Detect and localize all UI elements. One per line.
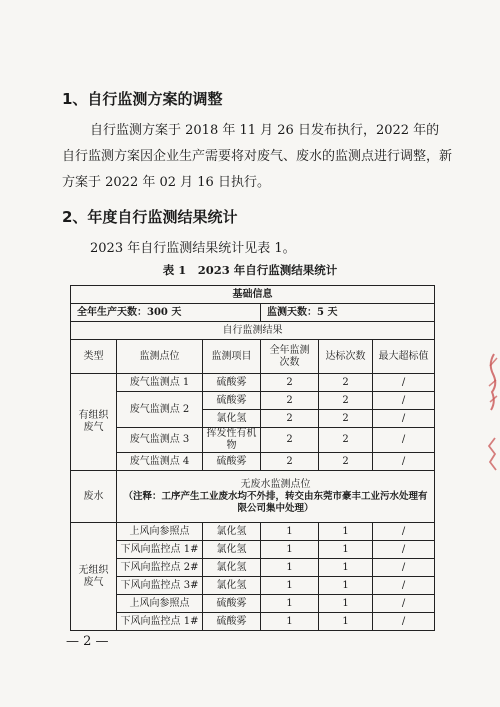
table-cell-point: 废气监测点 2 [117,392,203,428]
seal-mark-icon [484,352,500,412]
table-cell-max: / [373,559,435,577]
table-cell-count: 1 [261,523,319,541]
section-1-title: 1、自行监测方案的调整 [62,90,223,108]
col-header-count-line1: 全年监测 [269,344,310,356]
table-cell-compliant: 1 [319,523,373,541]
seal-mark-icon [484,436,500,472]
unorganized-label-line1: 无组织 [78,564,109,576]
table-cell-max: / [373,428,435,453]
seal-stamp-fragment [484,352,500,415]
table-cell-max: / [373,577,435,595]
unorganized-label-line2: 废气 [83,576,104,588]
table-cell-max: / [373,374,435,392]
table-cell-point: 废气监测点 3 [117,428,203,453]
wastewater-note-line2: （注释：工序产生工业废水均不外排，转交由东莞市豪丰工业污水处理有限公司集中处理） [123,490,428,514]
table-cell-point: 下风向监控点 1# [117,613,203,631]
table-cell-max: / [373,410,435,428]
table-cell-compliant: 2 [319,392,373,410]
table-cell-max: / [373,541,435,559]
table-cell-count: 2 [261,453,319,471]
results-header: 自行监测结果 [71,322,435,340]
table-cell-point: 下风向监控点 3# [117,577,203,595]
col-header-point: 监测点位 [117,340,203,374]
organized-label-line1: 有组织 [78,410,109,421]
table-cell-compliant: 2 [319,374,373,392]
table-cell-compliant: 2 [319,453,373,471]
table-cell-item: 硫酸雾 [203,374,261,392]
col-header-type: 类型 [71,340,117,374]
table-cell-item: 氯化氢 [203,410,261,428]
table-cell-count: 1 [261,541,319,559]
basic-info-header: 基础信息 [71,286,435,304]
table-cell-count: 1 [261,613,319,631]
organized-label-line2: 废气 [83,422,104,433]
type-unorganized-exhaust [71,523,117,631]
table-cell-compliant: 1 [319,541,373,559]
table-cell-compliant: 1 [319,577,373,595]
table-cell-point: 上风向参照点 [117,523,203,541]
table-cell-count: 2 [261,428,319,453]
table-cell-max: / [373,595,435,613]
col-header-max: 最大超标值 [373,340,435,374]
col-header-count [261,340,319,374]
table-cell-point: 下风向监控点 2# [117,559,203,577]
col-header-compliant: 达标次数 [319,340,373,374]
wastewater-note-line1: 无废水监测点位 [240,478,311,490]
type-wastewater: 废水 [71,471,117,523]
section-1-paragraph: 自行监测方案于 2018 年 11 月 26 日发布执行，2022 年的自行监测方案因企业生产需要将对废气、废水的监测点进行调整，新方案于 2022 年 02 月 16 日执行。 [62,123,453,190]
table-cell-point: 废气监测点 4 [117,453,203,471]
table-cell-count: 2 [261,410,319,428]
table-cell-max: / [373,523,435,541]
table-cell-item: 氯化氢 [203,559,261,577]
type-organized-exhaust [71,374,117,471]
table-caption: 表 1 2023 年自行监测结果统计 [162,263,338,277]
table-cell-compliant: 2 [319,410,373,428]
section-2-intro: 2023 年自行监测结果统计见表 1。 [90,241,296,256]
page-number: — 2 — [66,634,109,649]
table-cell-compliant: 2 [319,428,373,453]
monitoring-results-table [70,285,435,631]
table-cell-item: 挥发性有机物 [203,428,261,453]
table-cell-point: 上风向参照点 [117,595,203,613]
table-cell-item: 硫酸雾 [203,392,261,410]
table-cell-max: / [373,453,435,471]
table-cell-item: 硫酸雾 [203,453,261,471]
table-cell-compliant: 1 [319,613,373,631]
table-cell-count: 1 [261,595,319,613]
section-2-title: 2、年度自行监测结果统计 [62,208,238,226]
col-header-item: 监测项目 [203,340,261,374]
table-cell-point: 下风向监控点 1# [117,541,203,559]
seal-stamp-fragment-lower [484,436,500,475]
table-cell-compliant: 1 [319,595,373,613]
wastewater-note [117,471,435,523]
table-cell-max: / [373,392,435,410]
table-cell-count: 2 [261,392,319,410]
table-cell-count: 1 [261,577,319,595]
monitoring-days: 监测天数：5 天 [261,304,435,322]
table-cell-max: / [373,613,435,631]
table-cell-item: 硫酸雾 [203,613,261,631]
table-cell-point: 废气监测点 1 [117,374,203,392]
table-cell-item: 氯化氢 [203,541,261,559]
table-cell-count: 1 [261,559,319,577]
col-header-count-line2: 次数 [279,356,300,368]
table-cell-item: 硫酸雾 [203,595,261,613]
table-cell-count: 2 [261,374,319,392]
table-cell-item: 氯化氢 [203,523,261,541]
production-days: 全年生产天数：300 天 [71,304,261,322]
table-cell-compliant: 1 [319,559,373,577]
table-cell-item: 氯化氢 [203,577,261,595]
